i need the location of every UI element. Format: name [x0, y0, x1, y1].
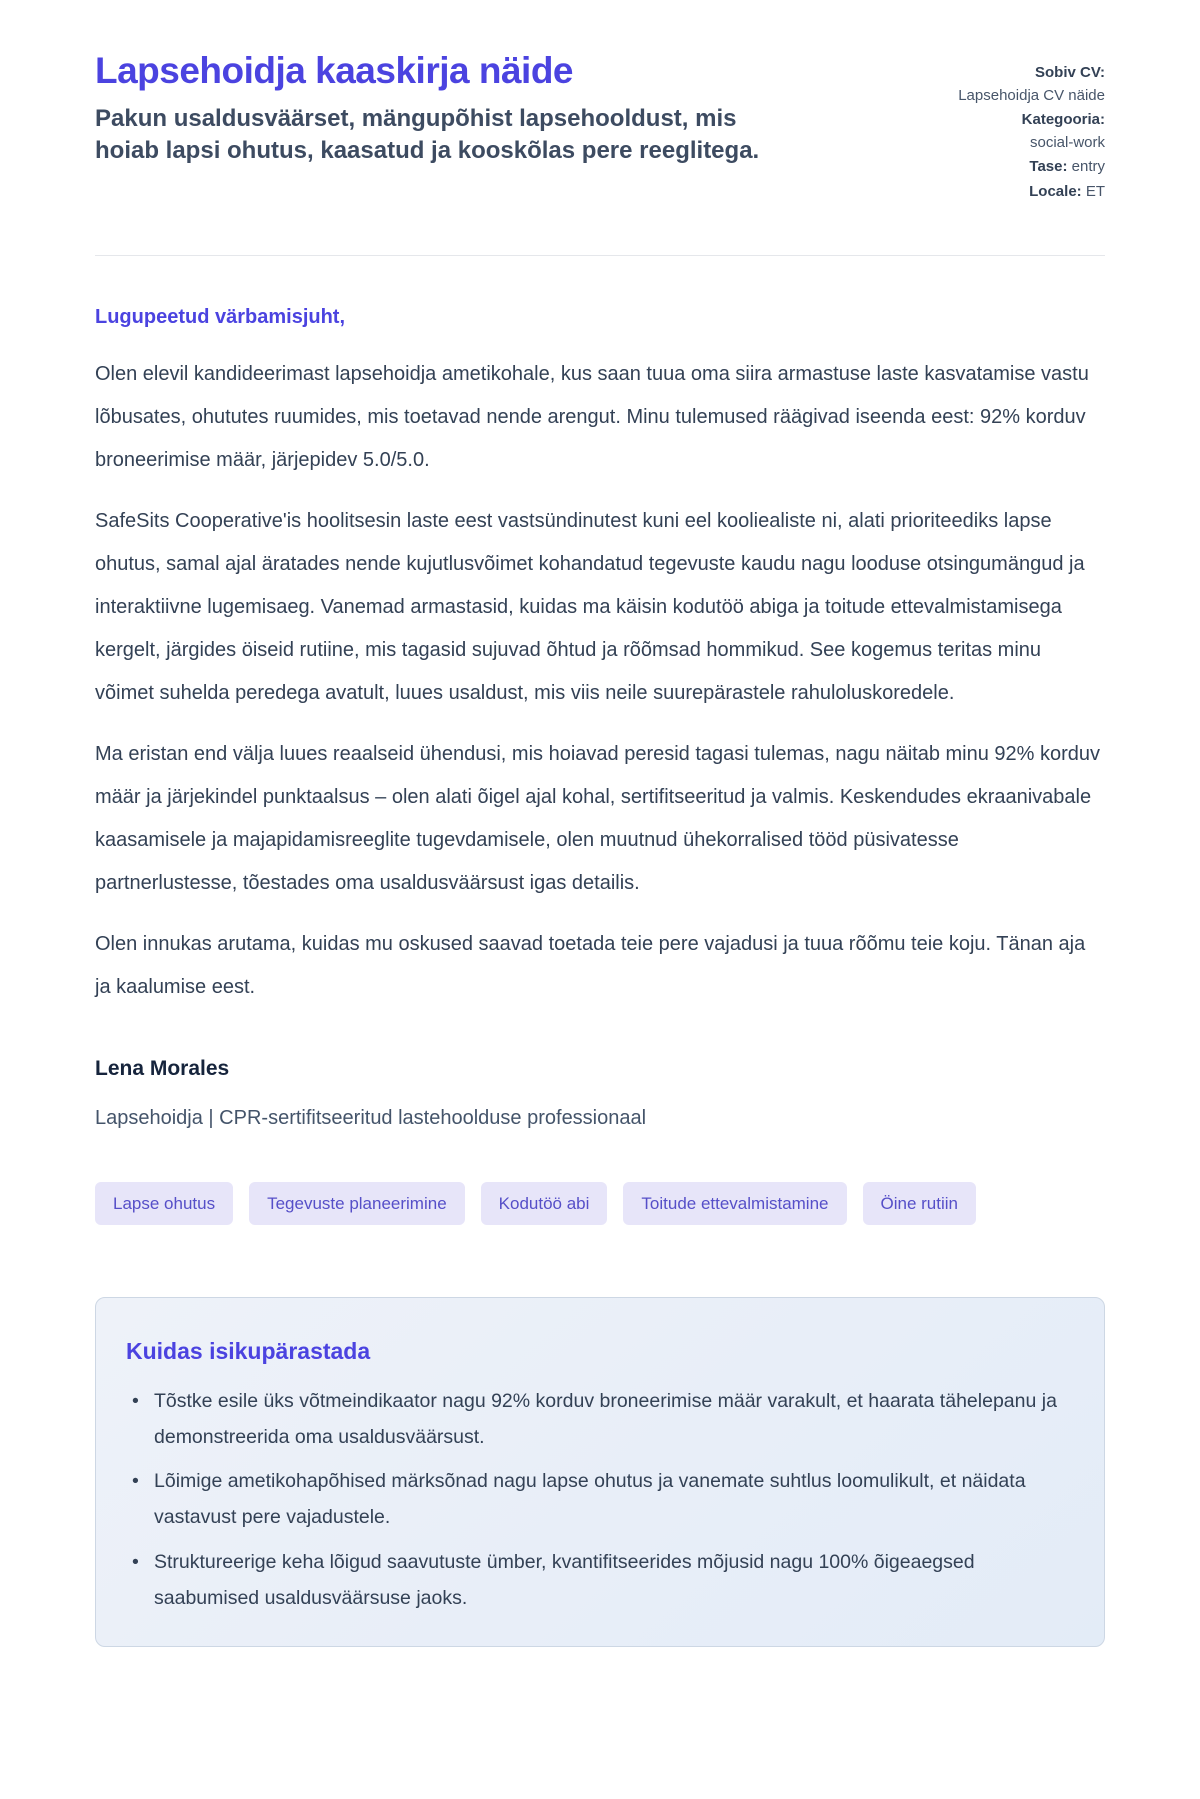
skill-tag-oine-rutiin[interactable]: Öine rutiin: [863, 1182, 976, 1225]
letter-paragraph-1: Olen elevil kandideerimast lapsehoidja ametikohale, kus saan tuua oma siira armastuse laste kasvatamise vastu lõbusates, ohututes ruumides, mis toetavad nende arengut. Minu tulemused räägivad iseenda eest: 92% korduv broneerimise määr, järjepidev 5.0/5.0.: [95, 363, 1089, 471]
skill-tag-kodutoo-abi[interactable]: Kodutöö abi: [481, 1182, 608, 1225]
tip-item-3: [126, 1544, 1074, 1616]
meta-matching-cv: [930, 62, 1105, 107]
tip-item-2-text: Lõimige ametikohapõhised märksõnad nagu lapse ohutus ja vanemate suhtlus loomulikult, et näidata vastavust pere vajadustele.: [154, 1470, 1026, 1529]
letter-body: [95, 296, 1105, 1132]
page-subtitle: Pakun usaldusväärset, mängupõhist lapsehooldust, mis hoiab lapsi ohutus, kaasatud ja kooskõlas pere reeglitega.: [95, 104, 760, 165]
meta-category-label: Kategooria:: [1021, 111, 1105, 128]
page-title: Lapsehoidja kaaskirja näide: [95, 50, 573, 91]
greeting: Lugupeetud värbamisjuht,: [95, 306, 346, 328]
meta-panel: [930, 50, 1105, 205]
skill-tags-row: [95, 1182, 1105, 1225]
tip-item-2: [126, 1463, 1074, 1535]
tip-item-3-text: Struktureerige keha lõigud saavutuste ümber, kvantifitseerides mõjusid nagu 100% õigeaegsed saabumised usaldusväärsuse jaoks.: [154, 1550, 975, 1609]
header: [95, 50, 1105, 205]
tip-item-1-text: Tõstke esile üks võtmeindikaator nagu 92% korduv broneerimise määr varakult, et haarata tähelepanu ja demonstreerida oma usaldusväärsust.: [154, 1390, 1057, 1449]
skill-tag-toitude-ettevalmistamine[interactable]: Toitude ettevalmistamine: [623, 1182, 846, 1225]
meta-level: [930, 156, 1105, 179]
header-divider: [95, 255, 1105, 256]
meta-locale-label: Locale:: [1029, 182, 1082, 200]
meta-level-value: entry: [1071, 158, 1105, 175]
tip-item-1: [126, 1383, 1074, 1455]
meta-locale-value: ET: [1085, 182, 1105, 200]
meta-category-value: social-work: [1029, 133, 1105, 151]
cover-letter-page: [95, 0, 1105, 1647]
skill-tag-lapse-ohutus[interactable]: Lapse ohutus: [95, 1182, 233, 1225]
tips-list: [126, 1383, 1074, 1615]
letter-paragraph-2: SafeSits Cooperative'is hoolitsesin laste eest vastsündinutest kuni eel kooliealiste ni, alati prioriteediks lapse ohutus, samal ajal äratades nende kujutlusvõimet kohandatud tegevuste kaudu nagu looduse otsingumängud ja interaktiivne lugemisaeg. Vanemad armastasid, kuidas ma käisin kodutöö abiga ja toitude ettevalmistamisega kergelt, järgides öiseid rutiine, mis tagasid sujuvad õhtud ja rõõmsad hommikud. See kogemus teritas minu võimet suhelda peredega avatult, luues usaldust, mis viis neile suurepärastele rahuloluskoredele.: [95, 510, 1085, 704]
meta-locale: [930, 181, 1105, 204]
letter-paragraph-3: Ma eristan end välja luues reaalseid ühendusi, mis hoiavad peresid tagasi tulemas, nagu näitab minu 92% korduv määr ja järjekindel punktaalsus – olen alati õigel ajal kohal, sertifitseeritud ja valmis. Keskendudes ekraanivabale kaasamisele ja majapidamisreeglite tugevdamisele, olen muutnud ühekorralised tööd püsivatesse partnerlustesse, tõestades oma usaldusväärsust igas detailis.: [95, 743, 1101, 894]
meta-matching-cv-value: Lapsehoidja CV näide: [958, 86, 1105, 104]
letter-paragraph-4: Olen innukas arutama, kuidas mu oskused saavad toetada teie pere vajadusi ja tuua rõõmu teie koju. Tänan aja ja kaalumise eest.: [95, 933, 1086, 998]
signature-name: Lena Morales: [95, 1057, 230, 1080]
header-text-block: [95, 50, 785, 168]
tips-title: Kuidas isikupärastada: [126, 1338, 371, 1365]
personalization-tips-box: [95, 1297, 1105, 1646]
meta-matching-cv-label: Sobiv CV:: [1034, 64, 1105, 81]
skill-tag-tegevuste-planeerimine[interactable]: Tegevuste planeerimine: [249, 1182, 465, 1225]
meta-level-label: Tase:: [1029, 158, 1068, 175]
meta-category: [930, 109, 1105, 154]
signature-title: Lapsehoidja | CPR-sertifitseeritud lastehoolduse professionaal: [95, 1107, 647, 1130]
